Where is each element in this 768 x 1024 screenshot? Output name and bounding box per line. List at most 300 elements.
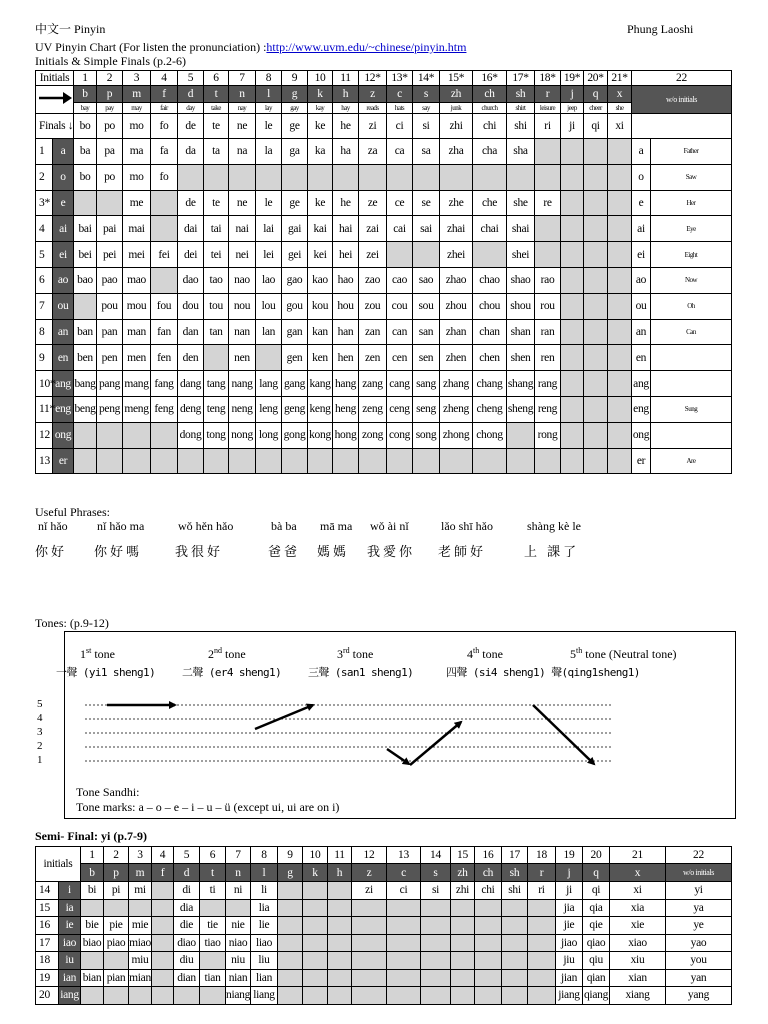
syllable-cell: mei — [123, 242, 151, 268]
syllable-cell — [421, 899, 451, 917]
final-label: ie — [59, 917, 81, 935]
col-number: 18* — [535, 71, 561, 86]
initials-finals-table — [35, 70, 732, 474]
syllable-cell — [151, 448, 178, 474]
syllable-cell: chao — [473, 267, 507, 293]
standalone-final: er — [632, 448, 651, 474]
final-label: ei — [53, 242, 74, 268]
col-number: 14 — [421, 847, 451, 864]
syllable-cell: sha — [507, 139, 535, 165]
syllable-cell — [151, 267, 178, 293]
syllable-cell: fen — [151, 345, 178, 371]
semi-final-row — [36, 934, 732, 952]
syllable-cell — [278, 899, 303, 917]
semi-final-row — [36, 899, 732, 917]
syllable-cell: dong — [178, 422, 204, 448]
syllable-cell — [226, 899, 251, 917]
syllable-cell: deng — [178, 396, 204, 422]
col-number: 21* — [608, 71, 632, 86]
col-number: 9 — [282, 71, 308, 86]
syllable-cell: dei — [178, 242, 204, 268]
phrase-pinyin: wǒ ài nǐ — [370, 519, 409, 533]
col-number: 20* — [584, 71, 608, 86]
empty-cell — [632, 114, 732, 139]
row-number: 8 — [36, 319, 53, 345]
syllable-cell: pang — [97, 371, 123, 397]
syllable-cell: biao — [81, 934, 104, 952]
syllable-cell: sang — [413, 371, 440, 397]
syllable-cell: dai — [178, 216, 204, 242]
syllable-cell: zhang — [440, 371, 473, 397]
initial-header: sh — [507, 86, 535, 103]
final-label: en — [53, 345, 74, 371]
syllable-cell — [387, 164, 413, 190]
tone-word: tone — [91, 647, 116, 661]
syllable-cell: kai — [308, 216, 333, 242]
syllable-cell: bie — [81, 917, 104, 935]
final-row — [36, 164, 732, 190]
syllable-cell: shei — [507, 242, 535, 268]
syllable-cell — [584, 242, 608, 268]
syllable-cell: gen — [282, 345, 308, 371]
initial-header: b — [81, 864, 104, 882]
syllable-cell: shang — [507, 371, 535, 397]
phrase-pinyin: shàng kè le — [527, 519, 581, 533]
syllable-cell: dou — [178, 293, 204, 319]
syllable-cell — [74, 190, 97, 216]
row-number: 14 — [36, 882, 59, 900]
col-number: 6 — [204, 71, 229, 86]
syllable-cell: she — [507, 190, 535, 216]
syllable-cell — [129, 899, 152, 917]
syllable-cell — [451, 969, 475, 987]
syllable-cell: shai — [507, 216, 535, 242]
syllable-cell: qiang — [583, 987, 610, 1005]
final-label: eng — [53, 396, 74, 422]
syllable-cell — [152, 917, 174, 935]
syllable-cell — [451, 917, 475, 935]
semi-final-row — [36, 987, 732, 1005]
syllable-cell: rao — [535, 267, 561, 293]
syllable-cell: da — [178, 139, 204, 165]
pinyin-link[interactable]: http://www.uvm.edu/~chinese/pinyin.htm — [266, 40, 467, 54]
syllable-cell — [475, 987, 502, 1005]
syllable-cell — [200, 952, 226, 970]
syllable-cell: jian — [556, 969, 583, 987]
syllable-cell — [123, 448, 151, 474]
syllable-cell: chong — [473, 422, 507, 448]
syllable-cell: zhi — [451, 882, 475, 900]
syllable-cell: heng — [333, 396, 359, 422]
final-row — [36, 371, 732, 397]
initial-header: x — [610, 864, 666, 882]
syllable-cell: shi — [502, 882, 528, 900]
initial-header: m — [129, 864, 152, 882]
syllable-cell: tao — [204, 267, 229, 293]
phrase-hanzi: 爸爸 — [268, 545, 301, 560]
sound-hint: kay — [308, 103, 333, 114]
syllable-cell: lao — [256, 267, 282, 293]
syllable-cell: zheng — [440, 396, 473, 422]
syllable-cell — [608, 293, 632, 319]
syllable-cell: dian — [174, 969, 200, 987]
syllable-cell: fo — [151, 164, 178, 190]
syllable-cell: he — [333, 114, 359, 139]
syllable-cell — [421, 969, 451, 987]
english-example: Her — [651, 190, 732, 216]
syllable-cell — [278, 934, 303, 952]
syllable-cell — [608, 216, 632, 242]
syllable-cell: chai — [473, 216, 507, 242]
initial-header: f — [152, 864, 174, 882]
standalone-final: en — [632, 345, 651, 371]
final-label: ia — [59, 899, 81, 917]
syllable-cell: leng — [256, 396, 282, 422]
row-number: 11* — [36, 396, 53, 422]
initials-corner: Initials — [36, 71, 74, 86]
sound-hint: bay — [74, 103, 97, 114]
row-number: 20 — [36, 987, 59, 1005]
syllable-cell — [584, 190, 608, 216]
english-example — [651, 345, 732, 371]
initials-row — [36, 864, 732, 882]
tone-word: tone (Neutral tone) — [582, 647, 677, 661]
syllable-cell — [303, 882, 328, 900]
initial-header: h — [333, 86, 359, 103]
initial-header: q — [584, 86, 608, 103]
syllable-cell: men — [123, 345, 151, 371]
final-row — [36, 242, 732, 268]
syllable-cell: mie — [129, 917, 152, 935]
syllable-cell: te — [204, 114, 229, 139]
standalone-final: o — [632, 164, 651, 190]
phrase-pinyin: mā ma — [320, 519, 353, 533]
final-label: ou — [53, 293, 74, 319]
syllable-cell — [608, 396, 632, 422]
syllable-cell: pei — [97, 242, 123, 268]
syllable-cell: zhei — [440, 242, 473, 268]
col-number: 5 — [174, 847, 200, 864]
syllable-cell — [502, 952, 528, 970]
syllable-cell: cong — [387, 422, 413, 448]
syllable-cell — [502, 934, 528, 952]
col-number: 8 — [251, 847, 278, 864]
sound-hint: say — [413, 103, 440, 114]
syllable-cell: tou — [204, 293, 229, 319]
syllable-cell — [387, 969, 421, 987]
syllable-cell: niao — [226, 934, 251, 952]
syllable-cell — [152, 882, 174, 900]
syllable-cell: ti — [200, 882, 226, 900]
final-label: iu — [59, 952, 81, 970]
tone2-arrow — [255, 705, 313, 729]
syllable-cell: zi — [359, 114, 387, 139]
syllable-cell: tian — [200, 969, 226, 987]
initial-header: f — [151, 86, 178, 103]
row-number: 13 — [36, 448, 53, 474]
syllable-cell: tei — [204, 242, 229, 268]
final-row — [36, 422, 732, 448]
syllable-cell — [584, 139, 608, 165]
syllable-cell: shou — [507, 293, 535, 319]
syllable-cell — [475, 969, 502, 987]
syllable-cell — [303, 934, 328, 952]
syllable-cell: mi — [129, 882, 152, 900]
syllable-cell: sheng — [507, 396, 535, 422]
syllable-cell: le — [256, 114, 282, 139]
syllable-cell — [608, 319, 632, 345]
syllable-cell: bian — [81, 969, 104, 987]
syllable-cell — [413, 448, 440, 474]
syllable-cell — [256, 164, 282, 190]
phrase-pinyin: bà ba — [271, 519, 297, 533]
col-number: 11 — [333, 71, 359, 86]
initial-header: z — [359, 86, 387, 103]
tone-marks: Tone marks: a – o – e – i – u – ü (except ui, ui are on i) — [76, 800, 340, 814]
standalone-syllable: yao — [666, 934, 732, 952]
syllable-cell: can — [387, 319, 413, 345]
initial-header: g — [282, 86, 308, 103]
syllable-cell: kou — [308, 293, 333, 319]
syllable-cell: qia — [583, 899, 610, 917]
section-subtitle: Initials & Simple Finals (p.2-6) — [35, 54, 186, 68]
syllable-cell: fa — [151, 139, 178, 165]
sound-hint: church — [473, 103, 507, 114]
syllable-cell — [278, 952, 303, 970]
syllable-cell — [200, 987, 226, 1005]
sound-hint: junk — [440, 103, 473, 114]
final-row — [36, 396, 732, 422]
english-example: Oh — [651, 293, 732, 319]
syllable-cell: pie — [104, 917, 129, 935]
syllable-cell: zou — [359, 293, 387, 319]
syllable-cell: na — [229, 139, 256, 165]
syllable-cell — [608, 371, 632, 397]
syllable-cell: kong — [308, 422, 333, 448]
syllable-cell: hao — [333, 267, 359, 293]
syllable-cell: nai — [229, 216, 256, 242]
syllable-cell: liang — [251, 987, 278, 1005]
initial-header: z — [352, 864, 387, 882]
syllable-cell: tang — [204, 371, 229, 397]
initial-header: n — [226, 864, 251, 882]
syllable-cell — [584, 345, 608, 371]
sound-hint: cheer — [584, 103, 608, 114]
row-number: 12 — [36, 422, 53, 448]
syllable-cell: mo — [123, 164, 151, 190]
syllable-cell — [256, 448, 282, 474]
syllable-cell: fang — [151, 371, 178, 397]
initial-header: b — [74, 86, 97, 103]
sound-hint: nay — [229, 103, 256, 114]
syllable-cell — [123, 422, 151, 448]
tone3-arrow-down — [387, 749, 409, 764]
syllable-cell — [359, 164, 387, 190]
syllable-cell: zao — [359, 267, 387, 293]
sound-hint: pay — [97, 103, 123, 114]
syllable-cell: sai — [413, 216, 440, 242]
syllable-cell: chang — [473, 371, 507, 397]
tone-word: tone — [349, 647, 374, 661]
standalone-syllable: you — [666, 952, 732, 970]
syllable-cell: long — [256, 422, 282, 448]
final-label: ian — [59, 969, 81, 987]
initial-header: d — [174, 864, 200, 882]
syllable-cell — [278, 969, 303, 987]
standalone-final: ai — [632, 216, 651, 242]
syllable-cell: mian — [129, 969, 152, 987]
syllable-cell — [502, 987, 528, 1005]
syllable-cell: jie — [556, 917, 583, 935]
col-number: 8 — [256, 71, 282, 86]
syllable-cell: xi — [610, 882, 666, 900]
syllable-cell — [97, 448, 123, 474]
final-label: a — [53, 139, 74, 165]
syllable-cell — [303, 987, 328, 1005]
syllable-cell — [528, 899, 556, 917]
syllable-cell: qian — [583, 969, 610, 987]
syllable-cell: mai — [123, 216, 151, 242]
syllable-cell — [608, 422, 632, 448]
syllable-cell: hang — [333, 371, 359, 397]
syllable-cell: diu — [174, 952, 200, 970]
syllable-cell: cang — [387, 371, 413, 397]
syllable-cell — [152, 969, 174, 987]
syllable-cell: ha — [333, 139, 359, 165]
syllable-cell: xi — [608, 114, 632, 139]
english-example: Father — [651, 139, 732, 165]
syllable-cell: qi — [583, 882, 610, 900]
tone-chinese-name: 一聲 (yi1 sheng1) — [56, 666, 156, 679]
syllable-cell — [152, 934, 174, 952]
syllable-cell — [151, 422, 178, 448]
syllable-cell: ken — [308, 345, 333, 371]
syllable-cell: bang — [74, 371, 97, 397]
row-number: 19 — [36, 969, 59, 987]
syllable-cell: xiu — [610, 952, 666, 970]
final-row — [36, 319, 732, 345]
col-number: 11 — [328, 847, 352, 864]
syllable-cell: bi — [81, 882, 104, 900]
syllable-cell: qiu — [583, 952, 610, 970]
col-number: 12 — [352, 847, 387, 864]
standalone-final: eng — [632, 396, 651, 422]
syllable-cell: zhong — [440, 422, 473, 448]
syllable-cell — [174, 987, 200, 1005]
syllable-cell: han — [333, 319, 359, 345]
syllable-cell: ren — [535, 345, 561, 371]
initial-header: p — [97, 86, 123, 103]
pitch-level: 3 — [37, 726, 43, 738]
syllable-cell: ge — [282, 114, 308, 139]
syllable-cell: seng — [413, 396, 440, 422]
syllable-cell — [308, 164, 333, 190]
col-number: 3 — [129, 847, 152, 864]
col-number: 5 — [178, 71, 204, 86]
semi-final-title: Semi- Final: yi (p.7-9) — [35, 829, 147, 843]
col-number: 12* — [359, 71, 387, 86]
phrase-pinyin: wǒ hěn hǎo — [178, 519, 234, 533]
syllable-cell: zeng — [359, 396, 387, 422]
syllable-cell — [151, 190, 178, 216]
row-number: 16 — [36, 917, 59, 935]
sound-hint: she — [608, 103, 632, 114]
initial-header: p — [104, 864, 129, 882]
initial-header: ch — [475, 864, 502, 882]
syllable-cell: he — [333, 190, 359, 216]
syllable-cell: ci — [387, 882, 421, 900]
initial-header: h — [328, 864, 352, 882]
syllable-cell — [178, 448, 204, 474]
standalone-syllable: yang — [666, 987, 732, 1005]
syllable-cell: lai — [256, 216, 282, 242]
col-number: 1 — [81, 847, 104, 864]
syllable-cell — [584, 396, 608, 422]
syllable-cell — [584, 164, 608, 190]
syllable-cell — [328, 882, 352, 900]
row-number: 5 — [36, 242, 53, 268]
syllable-cell — [204, 448, 229, 474]
final-row — [36, 190, 732, 216]
final-row — [36, 293, 732, 319]
syllable-cell: bao — [74, 267, 97, 293]
syllable-cell — [608, 242, 632, 268]
syllable-cell: chi — [473, 114, 507, 139]
standalone-final: ao — [632, 267, 651, 293]
syllable-cell: le — [256, 190, 282, 216]
col-number: 13 — [387, 847, 421, 864]
syllable-cell: pi — [104, 882, 129, 900]
standalone-final: an — [632, 319, 651, 345]
syllable-cell: si — [421, 882, 451, 900]
syllable-cell: zhou — [440, 293, 473, 319]
standalone-syllable: ya — [666, 899, 732, 917]
syllable-cell: xiang — [610, 987, 666, 1005]
tone-word: tone — [222, 647, 246, 661]
sound-hint: hay — [333, 103, 359, 114]
syllable-cell — [502, 969, 528, 987]
syllable-cell — [608, 267, 632, 293]
row-number: 3* — [36, 190, 53, 216]
syllable-cell — [74, 448, 97, 474]
syllable-cell — [584, 216, 608, 242]
arrow-cell — [36, 86, 74, 114]
initial-header: c — [387, 86, 413, 103]
syllable-cell — [421, 917, 451, 935]
initial-header: l — [256, 86, 282, 103]
syllable-cell: di — [174, 882, 200, 900]
syllable-cell: sao — [413, 267, 440, 293]
english-example: Can — [651, 319, 732, 345]
initial-header: s — [413, 86, 440, 103]
syllable-cell: lang — [256, 371, 282, 397]
tone4-arrow — [533, 705, 594, 764]
initial-header: zh — [451, 864, 475, 882]
syllable-cell: gan — [282, 319, 308, 345]
syllable-cell: lei — [256, 242, 282, 268]
syllable-cell — [528, 934, 556, 952]
english-example — [651, 371, 732, 397]
syllable-cell: qie — [583, 917, 610, 935]
syllable-cell — [451, 899, 475, 917]
syllable-cell: tiao — [200, 934, 226, 952]
final-row — [36, 216, 732, 242]
syllable-cell: ge — [282, 190, 308, 216]
syllable-cell — [178, 164, 204, 190]
syllable-cell: ban — [74, 319, 97, 345]
syllable-cell: zhi — [440, 114, 473, 139]
syllable-cell: shen — [507, 345, 535, 371]
